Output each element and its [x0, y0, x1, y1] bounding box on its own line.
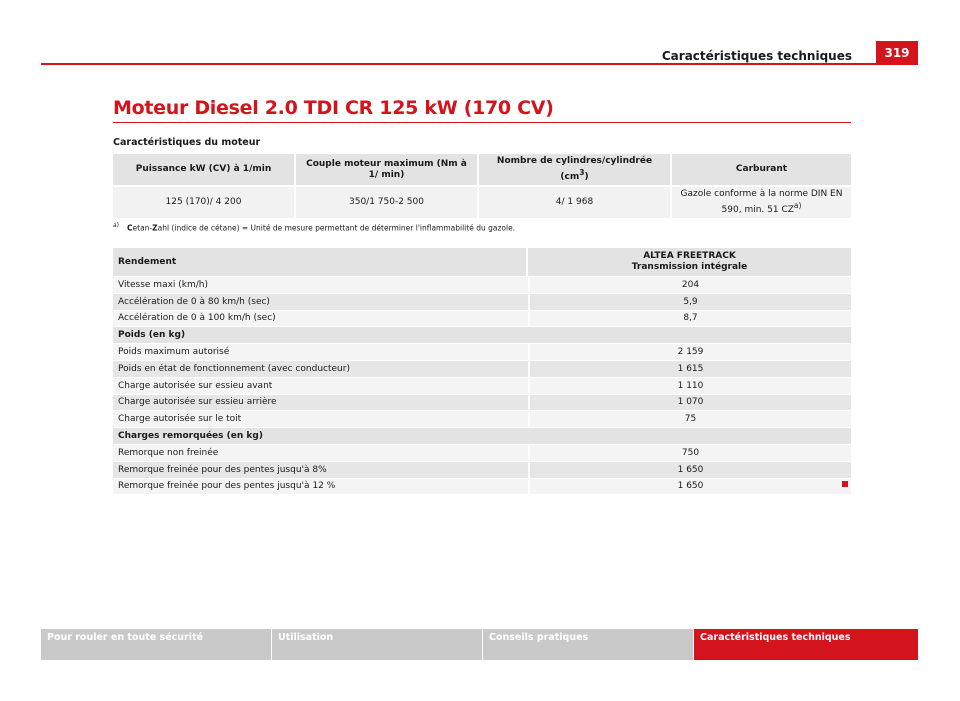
row-value: 204: [528, 276, 851, 293]
row-value: 2 159: [528, 343, 851, 360]
row-value: 750: [528, 444, 851, 461]
table-row: [113, 377, 851, 394]
model-sub: Transmission intégrale: [631, 262, 748, 272]
table-row: [113, 343, 851, 360]
cylinders-suffix: ): [584, 172, 589, 182]
header-cylinders: [479, 154, 672, 185]
table-row: [113, 394, 851, 411]
page-number: 319: [876, 41, 918, 65]
footnote: [113, 222, 515, 233]
row-label: Remorque non freinée: [113, 444, 528, 461]
row-label: Vitesse maxi (km/h): [113, 276, 528, 293]
row-label: Charge autorisée sur essieu arrière: [113, 394, 528, 411]
engine-table: [113, 154, 851, 218]
table-row: [113, 444, 851, 461]
table-row: [113, 276, 851, 293]
section-title: Caractéristiques techniques: [661, 49, 852, 63]
row-value: 1 615: [528, 360, 851, 377]
row-value: 1 070: [528, 394, 851, 411]
fuel-text: Gazole conforme à la norme DIN EN 590, min. 51 CZ: [680, 189, 843, 215]
row-label: Charge autorisée sur le toit: [113, 410, 528, 427]
footer-nav: [41, 629, 918, 660]
table-row: [113, 293, 851, 310]
row-label: Poids maximum autorisé: [113, 343, 528, 360]
value-cylinders: 4/ 1 968: [479, 185, 672, 218]
row-label: Charge autorisée sur essieu avant: [113, 377, 528, 394]
footer-tab-safety[interactable]: Pour rouler en toute sécurité: [41, 629, 272, 660]
cylinders-prefix: Nombre de cylindres/cylindrée (cm: [496, 156, 653, 182]
row-value: 1 110: [528, 377, 851, 394]
footer-tab-usage[interactable]: Utilisation: [272, 629, 483, 660]
table-row: [113, 360, 851, 377]
cylinders-sup: 3: [579, 168, 585, 177]
footnote-z: Z: [152, 223, 158, 233]
table-row: [113, 461, 851, 478]
row-value: 1 650: [528, 478, 851, 495]
table-row: [113, 427, 851, 444]
table-row: [113, 326, 851, 343]
model-name: ALTEA FREETRACK: [643, 251, 736, 261]
footnote-etan: etan-: [132, 223, 153, 233]
perf-header-model: [528, 248, 851, 276]
row-label: Remorque freinée pour des pentes jusqu'à 8%: [113, 461, 528, 478]
table-row: [113, 310, 851, 327]
page-title: Moteur Diesel 2.0 TDI CR 125 kW (170 CV): [113, 97, 554, 119]
header-torque: Couple moteur maximum (Nm à 1/ min): [296, 154, 479, 185]
row-label: Accélération de 0 à 100 km/h (sec): [113, 310, 528, 327]
footnote-c: C: [127, 223, 133, 233]
row-value: 1 650: [528, 461, 851, 478]
header-fuel: Carburant: [672, 154, 851, 185]
table-row: [113, 410, 851, 427]
value-fuel: [672, 185, 851, 218]
footer-tab-tips[interactable]: Conseils pratiques: [483, 629, 694, 660]
end-marker: [842, 481, 848, 487]
row-label: Remorque freinée pour des pentes jusqu'à 12 %: [113, 478, 528, 495]
row-label: Poids en état de fonctionnement (avec conducteur): [113, 360, 528, 377]
footnote-text: ahl (indice de cétane) = Unité de mesure permettant de déterminer l'inflammabilité du gazole.: [157, 223, 516, 233]
performance-rows: [113, 276, 851, 494]
title-rule: [113, 122, 851, 123]
row-value: 5,9: [528, 293, 851, 310]
table-row: [113, 478, 851, 495]
performance-table: [113, 248, 851, 494]
row-value: 75: [528, 410, 851, 427]
row-section-heading: Charges remorquées (en kg): [113, 427, 851, 444]
value-torque: 350/1 750-2 500: [296, 185, 479, 218]
row-value: 8,7: [528, 310, 851, 327]
header-rule: [41, 63, 918, 65]
perf-header-label: Rendement: [113, 248, 528, 276]
fuel-footnote-ref: a): [793, 201, 802, 210]
value-power: 125 (170)/ 4 200: [113, 185, 296, 218]
footer-tab-specs[interactable]: Caractéristiques techniques: [694, 629, 918, 660]
engine-section-label: Caractéristiques du moteur: [113, 137, 261, 148]
row-section-heading: Poids (en kg): [113, 326, 851, 343]
header-power: Puissance kW (CV) à 1/min: [113, 154, 296, 185]
footnote-marker: a): [113, 222, 120, 229]
row-label: Accélération de 0 à 80 km/h (sec): [113, 293, 528, 310]
